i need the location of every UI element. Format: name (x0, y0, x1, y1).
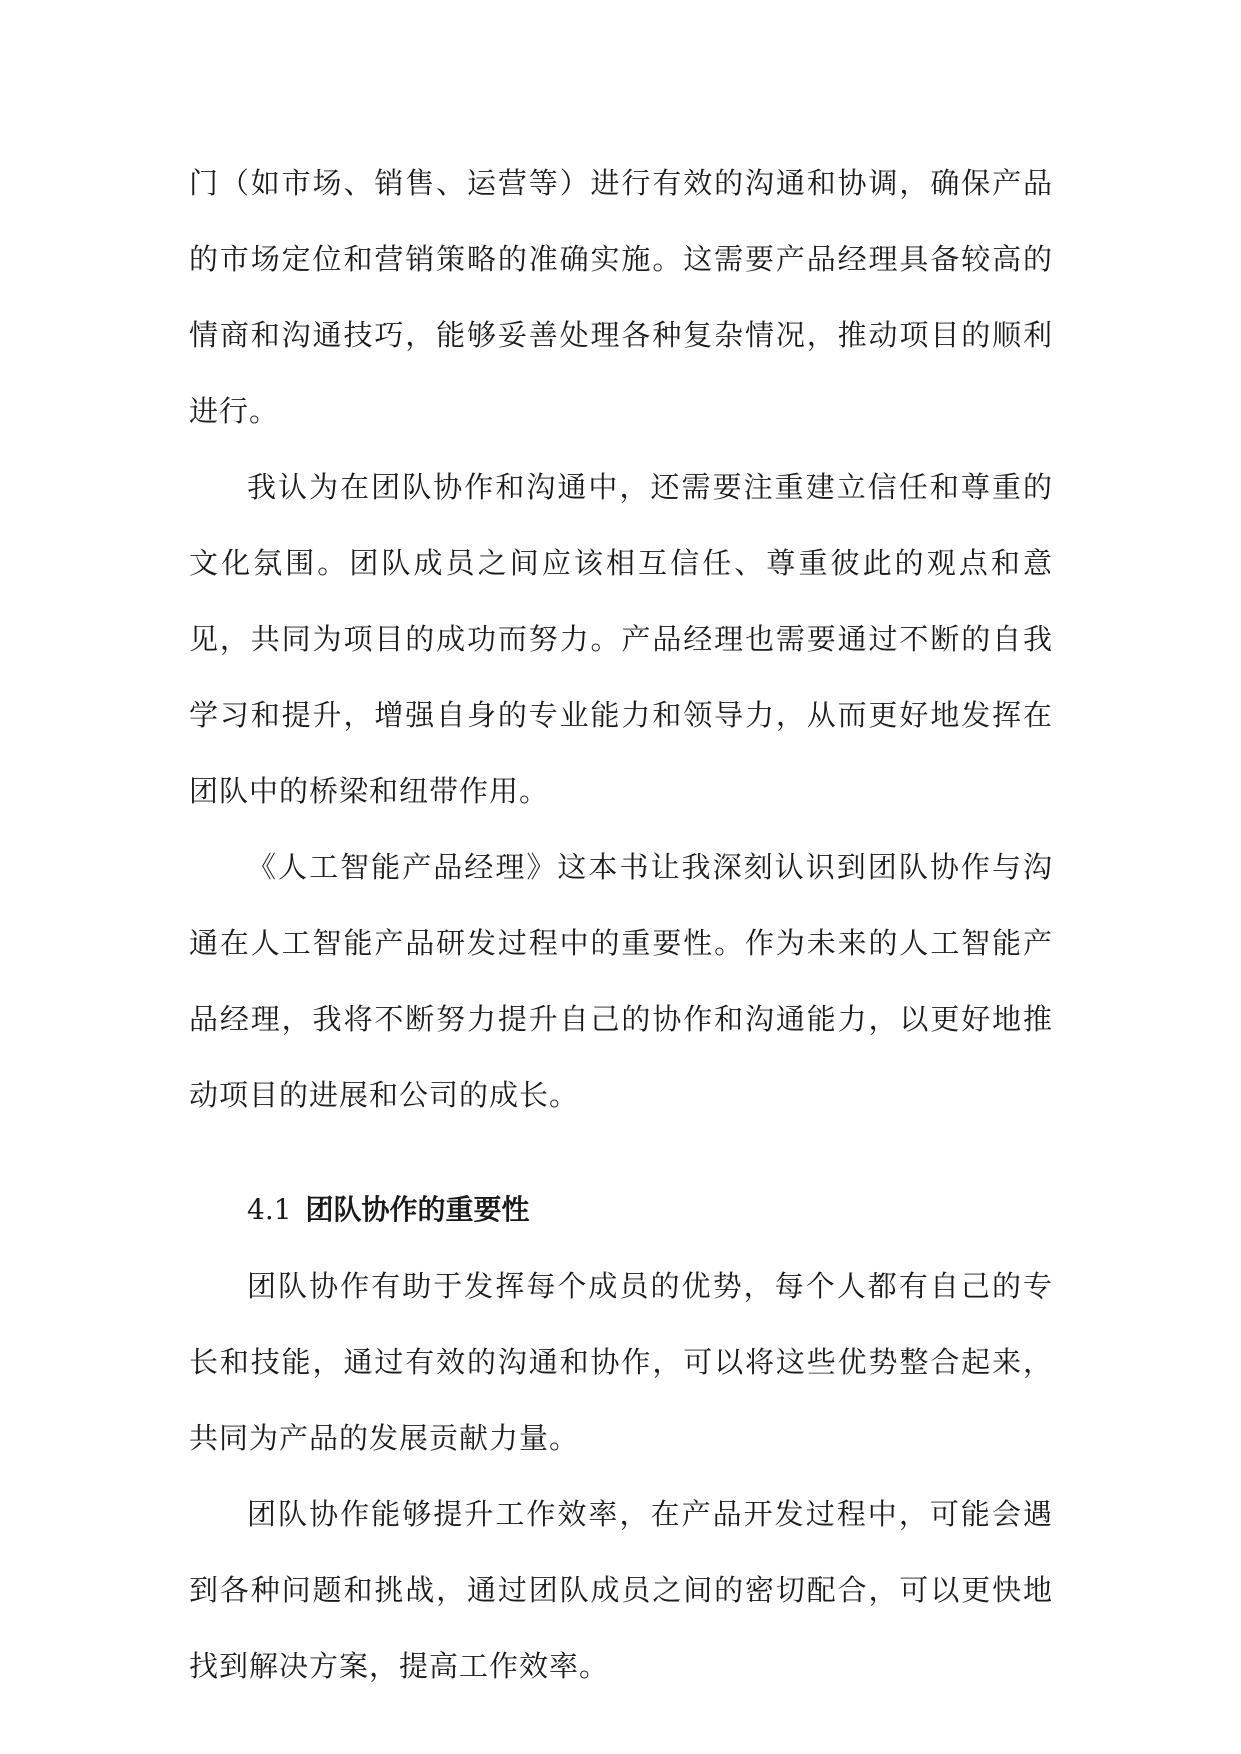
section-number: 4.1 (247, 1193, 292, 1226)
paragraph-work-efficiency: 团队协作能够提升工作效率，在产品开发过程中，可能会遇到各种问题和挑战，通过团队成员之间的密切配合，可以更快地找到解决方案，提高工作效率。 (189, 1497, 1053, 1683)
section-title: 团队协作的重要性 (305, 1193, 530, 1226)
section-heading (189, 1172, 1053, 1248)
paragraph-continuation: 门（如市场、销售、运营等）进行有效的沟通和协调，确保产品的市场定位和营销策略的准确实施。这需要产品经理具备较高的情商和沟通技巧，能够妥善处理各种复杂情况，推动项目的顺利进行。 (189, 166, 1053, 428)
paragraph-member-strengths: 团队协作有助于发挥每个成员的优势，每个人都有自己的专长和技能，通过有效的沟通和协作，可以将这些优势整合起来，共同为产品的发展贡献力量。 (189, 1269, 1053, 1455)
document-body (189, 145, 1053, 1704)
paragraph-trust-respect: 我认为在团队协作和沟通中，还需要注重建立信任和尊重的文化氛围。团队成员之间应该相互信任、尊重彼此的观点和意见，共同为项目的成功而努力。产品经理也需要通过不断的自我学习和提升，增强自身的专业能力和领导力，从而更好地发挥在团队中的桥梁和纽带作用。 (189, 470, 1053, 808)
paragraph-book-reflection: 《人工智能产品经理》这本书让我深刻认识到团队协作与沟通在人工智能产品研发过程中的重要性。作为未来的人工智能产品经理，我将不断努力提升自己的协作和沟通能力，以更好地推动项目的进展和公司的成长。 (189, 850, 1053, 1112)
